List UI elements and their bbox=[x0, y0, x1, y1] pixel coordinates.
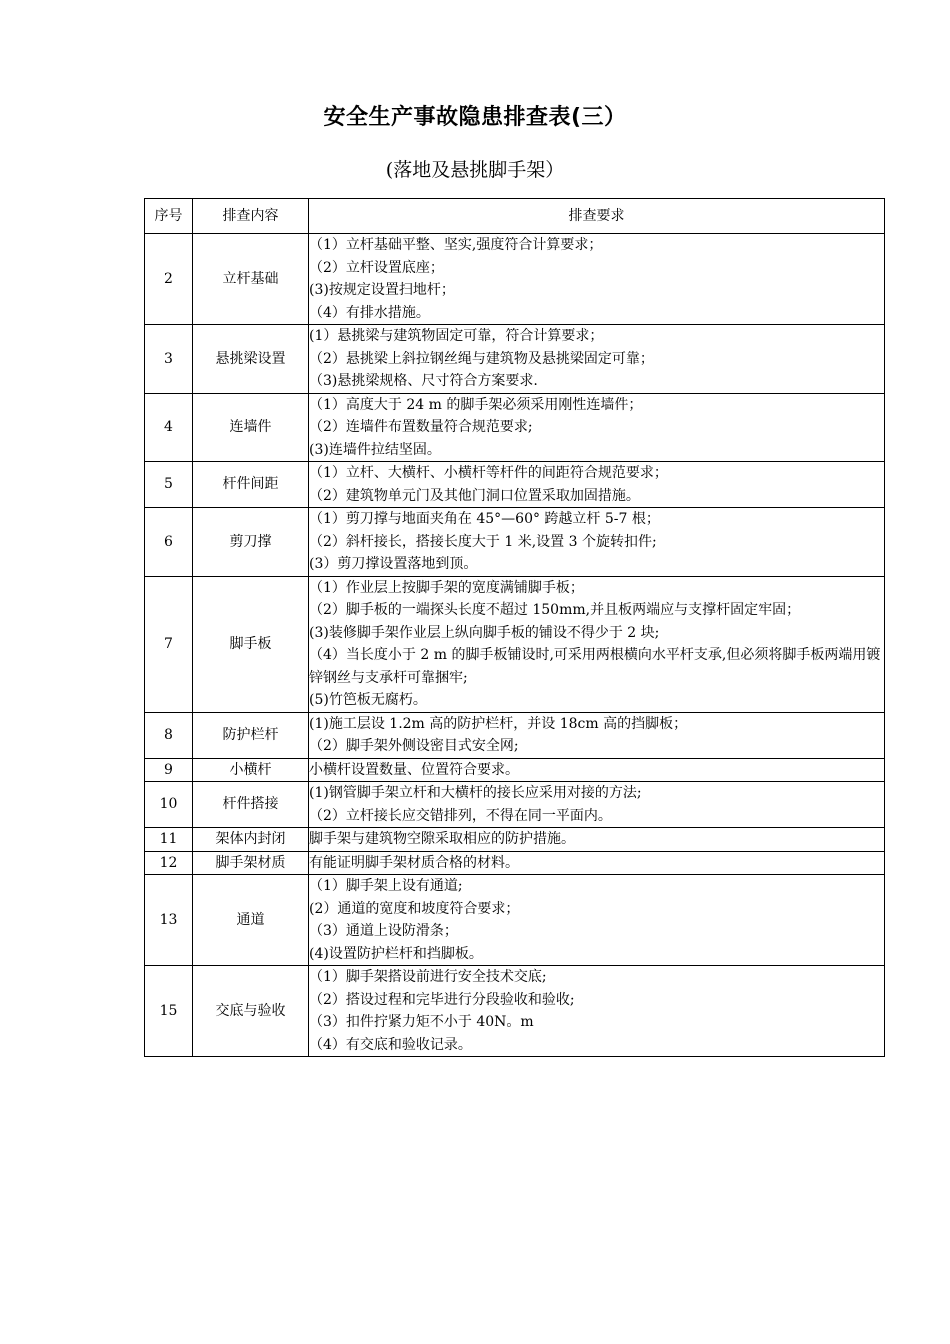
header-inspection-item: 排查内容 bbox=[193, 199, 309, 234]
requirement-line: （1）剪刀撑与地面夹角在 45°—60° 跨越立杆 5-7 根； bbox=[309, 511, 660, 527]
requirement-line: (1)施工层设 1.2m 高的防护栏杆，并设 18cm 高的挡脚板； bbox=[309, 715, 688, 732]
requirement-line: (2）通道的宽度和坡度符合要求； bbox=[309, 900, 520, 917]
requirement-line: (3)按规定设置扫地杆； bbox=[309, 282, 455, 298]
row-inspection-item: 杆件间距 bbox=[193, 462, 309, 508]
requirement-line: (4)设置防护栏杆和挡脚板。 bbox=[309, 945, 483, 962]
requirement-line: (3)连墙件拉结坚固。 bbox=[309, 441, 441, 458]
row-serial-number: 8 bbox=[145, 712, 193, 758]
row-inspection-item: 通道 bbox=[193, 875, 309, 966]
requirement-line: （3)悬挑梁规格、尺寸符合方案要求. bbox=[309, 373, 538, 389]
table-row bbox=[145, 758, 885, 782]
requirement-line: （4）有交底和验收记录。 bbox=[309, 1036, 472, 1053]
table-row bbox=[145, 782, 885, 828]
requirement-line: （1）脚手架上设有通道; bbox=[309, 878, 463, 894]
requirement-line: (3)装修脚手架作业层上纵向脚手板的铺设不得少于 2 块; bbox=[309, 624, 660, 641]
row-requirements bbox=[309, 462, 885, 508]
row-serial-number: 3 bbox=[145, 325, 193, 394]
row-requirements bbox=[309, 782, 885, 828]
requirement-line: (1)钢管脚手架立杆和大横杆的接长应采用对接的方法; bbox=[309, 785, 642, 801]
row-requirements bbox=[309, 508, 885, 577]
requirement-line: （2）连墙件布置数量符合规范要求; bbox=[309, 419, 533, 435]
requirement-line: 有能证明脚手架材质合格的材料。 bbox=[309, 854, 519, 871]
table-row bbox=[145, 851, 885, 875]
requirement-line: （4）当长度小于 2 m 的脚手板铺设时,可采用两根横向水平杆支承,但必须将脚手板两端用镀锌钢丝与支承杆可靠捆牢; bbox=[309, 647, 881, 686]
row-serial-number: 9 bbox=[145, 758, 193, 782]
row-requirements bbox=[309, 234, 885, 325]
row-inspection-item: 小横杆 bbox=[193, 758, 309, 782]
table-row bbox=[145, 462, 885, 508]
table-body bbox=[145, 234, 885, 1057]
requirement-line: （3）扣件拧紧力矩不小于 40N。m bbox=[309, 1014, 534, 1030]
table-row bbox=[145, 828, 885, 852]
row-serial-number: 11 bbox=[145, 828, 193, 852]
row-requirements bbox=[309, 875, 885, 966]
table-header-row bbox=[145, 199, 885, 234]
requirement-line: （2）搭设过程和完毕进行分段验收和验收; bbox=[309, 991, 575, 1008]
requirement-line: 小横杆设置数量、位置符合要求。 bbox=[309, 761, 519, 778]
requirement-line: （1）立杆、大横杆、小横杆等杆件的间距符合规范要求； bbox=[309, 465, 668, 481]
table-row bbox=[145, 508, 885, 577]
requirement-line: （2）脚手架外侧设密目式安全网; bbox=[309, 738, 519, 754]
row-serial-number: 15 bbox=[145, 966, 193, 1057]
requirement-line: （2）悬挑梁上斜拉钢丝绳与建筑物及悬挑梁固定可靠； bbox=[309, 350, 654, 367]
row-inspection-item: 脚手架材质 bbox=[193, 851, 309, 875]
row-serial-number: 10 bbox=[145, 782, 193, 828]
page-subtitle: (落地及悬挑脚手架） bbox=[385, 159, 565, 181]
requirement-line: （1）高度大于 24 m 的脚手架必须采用刚性连墙件； bbox=[309, 396, 643, 413]
table-row bbox=[145, 234, 885, 325]
row-requirements bbox=[309, 712, 885, 758]
page-title: 安全生产事故隐患排查表(三） bbox=[323, 105, 627, 130]
table-row bbox=[145, 576, 885, 712]
requirement-line: (5)竹笆板无腐朽。 bbox=[309, 692, 427, 708]
row-requirements bbox=[309, 393, 885, 462]
row-serial-number: 6 bbox=[145, 508, 193, 577]
requirement-line: （2）立杆接长应交错排列，不得在同一平面内。 bbox=[309, 807, 612, 824]
inspection-table bbox=[144, 198, 885, 1057]
header-inspection-requirements: 排查要求 bbox=[309, 199, 885, 234]
requirement-line: 脚手架与建筑物空隙采取相应的防护措施。 bbox=[309, 831, 575, 847]
requirement-line: (1）悬挑梁与建筑物固定可靠，符合计算要求； bbox=[309, 328, 604, 344]
row-inspection-item: 悬挑梁设置 bbox=[193, 325, 309, 394]
row-serial-number: 4 bbox=[145, 393, 193, 462]
row-inspection-item: 脚手板 bbox=[193, 576, 309, 712]
row-inspection-item: 连墙件 bbox=[193, 393, 309, 462]
row-serial-number: 2 bbox=[145, 234, 193, 325]
row-requirements bbox=[309, 325, 885, 394]
requirement-line: （1）立杆基础平整、坚实,强度符合计算要求； bbox=[309, 237, 603, 253]
requirement-line: （2）斜杆接长，搭接长度大于 1 米,设置 3 个旋转扣件; bbox=[309, 533, 657, 550]
requirement-line: （1）作业层上按脚手架的宽度满铺脚手板； bbox=[309, 579, 584, 596]
requirement-line: （2）脚手板的一端探头长度不超过 150mm,并且板两端应与支撑杆固定牢固； bbox=[309, 602, 801, 618]
requirement-line: （2）立杆设置底座； bbox=[309, 259, 444, 276]
requirement-line: （1）脚手架搭设前进行安全技术交底; bbox=[309, 969, 547, 985]
requirement-line: (3）剪刀撑设置落地到顶。 bbox=[309, 556, 478, 572]
row-inspection-item: 立杆基础 bbox=[193, 234, 309, 325]
row-serial-number: 5 bbox=[145, 462, 193, 508]
row-serial-number: 12 bbox=[145, 851, 193, 875]
requirement-line: （2）建筑物单元门及其他门洞口位置采取加固措施。 bbox=[309, 487, 640, 504]
row-inspection-item: 架体内封闭 bbox=[193, 828, 309, 852]
row-inspection-item: 防护栏杆 bbox=[193, 712, 309, 758]
table-row bbox=[145, 393, 885, 462]
table-row bbox=[145, 712, 885, 758]
row-requirements bbox=[309, 851, 885, 875]
row-inspection-item: 剪刀撑 bbox=[193, 508, 309, 577]
row-serial-number: 7 bbox=[145, 576, 193, 712]
table-row bbox=[145, 966, 885, 1057]
row-requirements bbox=[309, 576, 885, 712]
row-serial-number: 13 bbox=[145, 875, 193, 966]
row-requirements bbox=[309, 828, 885, 852]
requirement-line: （3）通道上设防滑条； bbox=[309, 923, 458, 939]
table-row bbox=[145, 325, 885, 394]
row-inspection-item: 杆件搭接 bbox=[193, 782, 309, 828]
header-serial-number: 序号 bbox=[145, 199, 193, 234]
row-inspection-item: 交底与验收 bbox=[193, 966, 309, 1057]
row-requirements bbox=[309, 966, 885, 1057]
table-row bbox=[145, 875, 885, 966]
requirement-line: （4）有排水措施。 bbox=[309, 304, 430, 321]
row-requirements bbox=[309, 758, 885, 782]
